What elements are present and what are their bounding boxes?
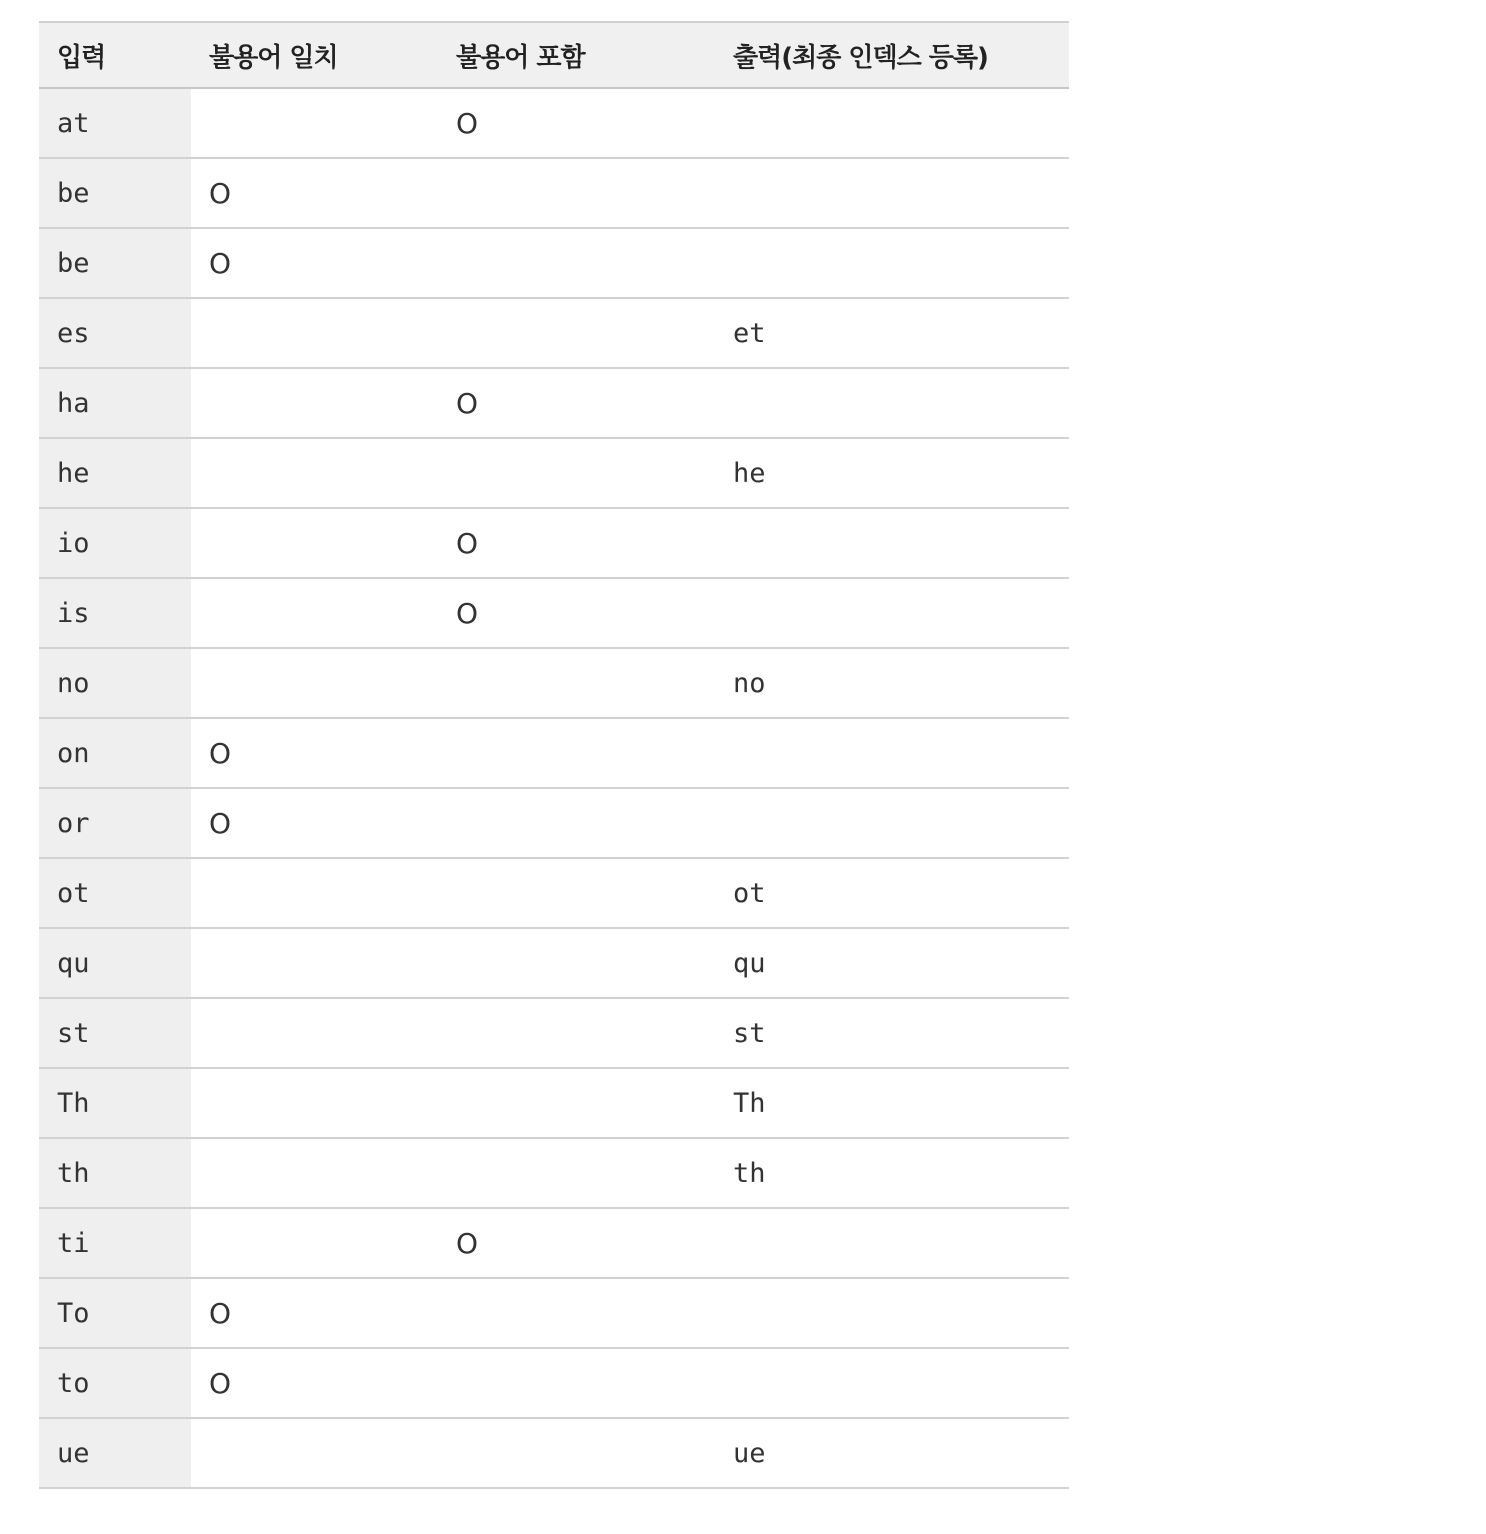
stopword-table-container [39,21,1069,1489]
table-header [39,22,1069,88]
cell-stopword-match: O [209,176,232,210]
cell-stopword-match: O [209,736,232,770]
table-body [39,88,1069,1488]
cell-stopword-match [191,368,438,438]
cell-stopword-contains [438,718,715,788]
cell-stopword-match [191,1208,438,1278]
cell-output [715,578,1069,648]
table-row [39,438,1069,508]
cell-stopword-contains [438,928,715,998]
cell-output: he [733,457,766,489]
cell-stopword-contains: O [456,386,479,420]
cell-output: th [733,1157,766,1189]
cell-stopword-contains [438,298,715,368]
cell-stopword-contains [438,158,715,228]
cell-input: Th [39,1068,191,1138]
header-row [39,22,1069,88]
cell-input: es [39,298,191,368]
cell-stopword-contains: O [456,526,479,560]
cell-output: qu [733,947,766,979]
header-stopword-contains: 불용어 포함 [456,42,585,73]
cell-stopword-contains: O [456,1226,479,1260]
table-row [39,788,1069,858]
table-row [39,998,1069,1068]
cell-stopword-match [191,298,438,368]
cell-stopword-match: O [209,1366,232,1400]
cell-output [715,508,1069,578]
cell-input: at [39,88,191,158]
cell-output [715,368,1069,438]
cell-stopword-contains [438,648,715,718]
table-row [39,508,1069,578]
table-row [39,228,1069,298]
table-row [39,1068,1069,1138]
cell-stopword-match [191,1418,438,1488]
cell-stopword-match [191,1068,438,1138]
cell-stopword-contains: O [456,106,479,140]
cell-input: ha [39,368,191,438]
cell-output: no [733,667,766,699]
cell-stopword-contains [438,1418,715,1488]
cell-output [715,228,1069,298]
cell-stopword-contains [438,858,715,928]
table-row [39,1208,1069,1278]
cell-stopword-contains [438,438,715,508]
cell-input: ti [39,1208,191,1278]
table-row [39,1278,1069,1348]
cell-output: Th [733,1087,766,1119]
table-row [39,1418,1069,1488]
cell-input: st [39,998,191,1068]
table-row [39,158,1069,228]
cell-stopword-match [191,438,438,508]
cell-output: et [733,317,766,349]
cell-stopword-match: O [209,1296,232,1330]
cell-input: to [39,1348,191,1418]
table-row [39,858,1069,928]
cell-stopword-match [191,508,438,578]
cell-stopword-match [191,648,438,718]
table-row [39,88,1069,158]
cell-stopword-contains [438,1068,715,1138]
table-row [39,578,1069,648]
cell-stopword-contains [438,1278,715,1348]
cell-input: be [39,228,191,298]
cell-output: ue [733,1437,766,1469]
cell-stopword-match [191,858,438,928]
cell-output [715,1278,1069,1348]
cell-stopword-match [191,998,438,1068]
stopword-table [39,21,1069,1489]
cell-input: ot [39,858,191,928]
cell-stopword-contains [438,228,715,298]
cell-input: th [39,1138,191,1208]
cell-input: io [39,508,191,578]
cell-stopword-match [191,1138,438,1208]
table-row [39,368,1069,438]
cell-output [715,88,1069,158]
cell-output [715,1208,1069,1278]
table-row [39,1138,1069,1208]
cell-input: ue [39,1418,191,1488]
table-row [39,648,1069,718]
cell-stopword-match [191,928,438,998]
cell-input: he [39,438,191,508]
table-row [39,298,1069,368]
cell-stopword-match [191,88,438,158]
cell-input: is [39,578,191,648]
cell-input: be [39,158,191,228]
cell-input: qu [39,928,191,998]
table-row [39,1348,1069,1418]
cell-output [715,788,1069,858]
cell-stopword-match: O [209,806,232,840]
cell-input: no [39,648,191,718]
cell-stopword-match [191,578,438,648]
cell-output: st [733,1017,766,1049]
cell-input: on [39,718,191,788]
cell-stopword-contains [438,1348,715,1418]
cell-input: To [39,1278,191,1348]
table-row [39,718,1069,788]
cell-output [715,718,1069,788]
cell-stopword-contains [438,788,715,858]
cell-output: ot [733,877,766,909]
table-row [39,928,1069,998]
cell-stopword-contains [438,1138,715,1208]
header-stopword-match: 불용어 일치 [209,42,338,73]
cell-stopword-contains [438,998,715,1068]
cell-input: or [39,788,191,858]
cell-stopword-match: O [209,246,232,280]
cell-output [715,1348,1069,1418]
header-input: 입력 [57,42,106,73]
header-output: 출력(최종 인덱스 등록) [733,42,988,73]
cell-output [715,158,1069,228]
cell-stopword-contains: O [456,596,479,630]
